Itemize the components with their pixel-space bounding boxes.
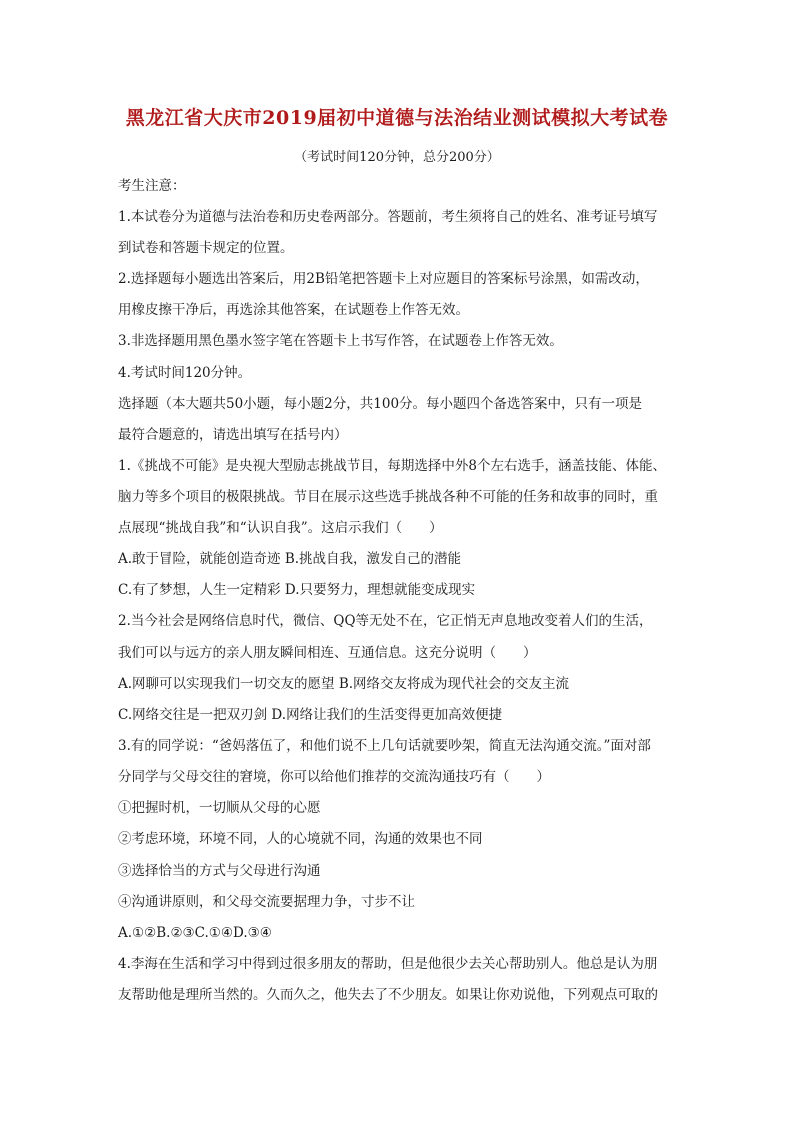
notice-heading: 考生注意： (118, 178, 186, 194)
question-stem-line: 友帮助他是理所当然的。久而久之，他失去了不少朋友。如果让你劝说他，下列观点可取的 (118, 987, 658, 1003)
notice-line: 到试卷和答题卡规定的位置。 (118, 240, 294, 256)
question-option: ②考虑环境，环境不同，人的心境就不同，沟通的效果也不同 (118, 831, 483, 847)
question-stem-line: 1.《挑战不可能》是央视大型励志挑战节目，每期选择中外8个左右选手，涵盖技能、体能、 (118, 458, 666, 474)
section-intro-line: 选择题（本大题共50小题，每小题2分，共100分。每小题四个备选答案中，只有一项是 (118, 396, 643, 412)
question-stem-line: 我们可以与远方的亲人朋友瞬间相连、互通信息。这充分说明（ ） (118, 645, 537, 661)
exam-title: 黑龙江省大庆市2019届初中道德与法治结业测试模拟大考试卷 (125, 107, 669, 129)
question-option: ①把握时机，一切顺从父母的心愿 (118, 800, 321, 816)
notice-line: 3.非选择题用黑色墨水签字笔在答题卡上书写作答，在试题卷上作答无效。 (118, 333, 563, 349)
question-option: A.敢于冒险，就能创造奇迹 B.挑战自我，激发自己的潜能 (118, 551, 462, 567)
notice-line: 4.考试时间120分钟。 (118, 365, 252, 381)
section-intro-line: 最符合题意的，请选出填写在括号内） (118, 427, 348, 443)
question-stem-line: 脑力等多个项目的极限挑战。节目在展示这些选手挑战各种不可能的任务和故事的同时，重 (118, 489, 658, 505)
notice-line: 2.选择题每小题选出答案后，用2B铅笔把答题卡上对应题目的答案标号涂黑，如需改动， (118, 271, 649, 287)
notice-line: 1.本试卷分为道德与法治卷和历史卷两部分。答题前，考生须将自己的姓名、准考证号填写 (118, 209, 658, 225)
question-option: A.网聊可以实现我们一切交友的愿望 B.网络交友将成为现代社会的交友主流 (118, 676, 570, 692)
question-stem-line: 2.当今社会是网络信息时代，微信、QQ等无处不在，它正悄无声息地改变着人们的生活， (118, 613, 653, 629)
question-stem-line: 分同学与父母交往的窘境，你可以给他们推荐的交流沟通技巧有（ ） (118, 769, 550, 785)
question-stem-line: 4.李海在生活和学习中得到过很多朋友的帮助，但是他很少去关心帮助别人。他总是认为朋 (118, 956, 658, 972)
question-option: C.网络交往是一把双刃剑 D.网络让我们的生活变得更加高效便捷 (118, 707, 503, 723)
question-stem-line: 点展现“挑战自我”和“认识自我”。这启示我们（ ） (118, 520, 443, 536)
question-option: ③选择恰当的方式与父母进行沟通 (118, 863, 321, 879)
question-option: A.①②B.②③C.①④D.③④ (118, 925, 272, 941)
notice-line: 用橡皮擦干净后，再选涂其他答案，在试题卷上作答无效。 (118, 302, 469, 318)
question-option: C.有了梦想，人生一定精彩 D.只要努力，理想就能变成现实 (118, 582, 476, 598)
question-stem-line: 3.有的同学说：“爸妈落伍了，和他们说不上几句话就要吵架，简直无法沟通交流。”面对部 (118, 738, 651, 754)
exam-subtitle: （考试时间120分钟，总分200分） (294, 150, 500, 165)
question-option: ④沟通讲原则，和父母交流要据理力争，寸步不让 (118, 894, 415, 910)
